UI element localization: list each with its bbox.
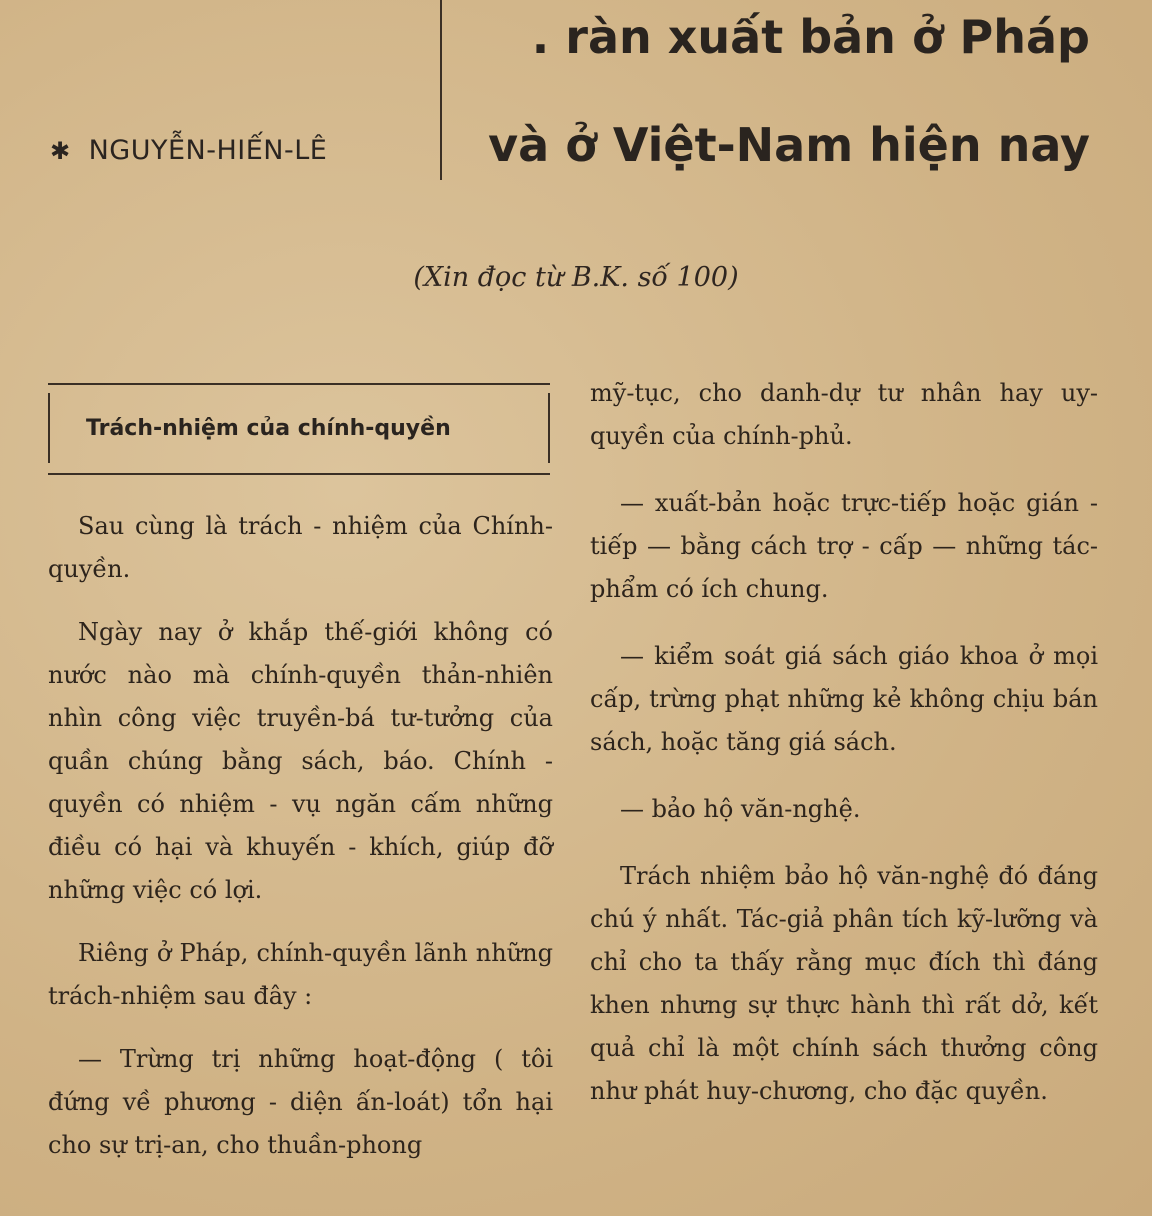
star-icon: ✱	[50, 137, 71, 165]
paragraph: — xuất-bản hoặc trực-tiếp hoặc gián - tiếp — bằng cách trợ - cấp — những tác-phẩm có ích chung.	[590, 489, 1098, 603]
paragraph: Trách nhiệm bảo hộ văn-nghệ đó đáng chú ý nhất. Tác-giả phân tích kỹ-lưỡng và chỉ cho ta thấy rằng mục đích thì đáng khen nhưng sự thực hành thì rất dở, kết quả chỉ là một chính sách thưởng công như phát huy-chương, cho đặc quyền.	[590, 862, 1098, 1105]
article-title-line-1: . ràn xuất bản ở Pháp	[531, 10, 1090, 64]
paragraph: Sau cùng là trách - nhiệm của Chính-quyền.	[48, 512, 553, 583]
author-name: NGUYỄN-HIẾN-LÊ	[88, 135, 328, 166]
section-rule-bottom	[48, 473, 550, 475]
header-divider	[440, 0, 442, 180]
left-column	[48, 505, 553, 1167]
paragraph: Riêng ở Pháp, chính-quyền lãnh những trách-nhiệm sau đây :	[48, 939, 553, 1010]
section-heading: Trách-nhiệm của chính-quyền	[48, 393, 550, 463]
paragraph: — bảo hộ văn-nghệ.	[620, 795, 861, 823]
right-column	[590, 372, 1098, 1113]
section-heading-box	[48, 383, 550, 475]
article-subtitle: (Xin đọc từ B.K. số 100)	[413, 262, 739, 293]
section-rule-top	[48, 383, 550, 385]
paragraph: Ngày nay ở khắp thế-giới không có nước nào mà chính-quyền thản-nhiên nhìn công việc truyền-bá tư-tưởng của quần chúng bằng sách, báo. Chính - quyền có nhiệm - vụ ngăn cấm những điều có hại và khuyến - khích, giúp đỡ những việc có lợi.	[48, 618, 553, 904]
paragraph: mỹ-tục, cho danh-dự tư nhân hay uy-quyền của chính-phủ.	[590, 379, 1098, 450]
author-byline	[50, 135, 327, 166]
paragraph: — Trừng trị những hoạt-động ( tôi đứng về phương - diện ấn-loát) tổn hại cho sự trị-an, cho thuần-phong	[48, 1045, 553, 1159]
paragraph: — kiểm soát giá sách giáo khoa ở mọi cấp, trừng phạt những kẻ không chịu bán sách, hoặc tăng giá sách.	[590, 642, 1098, 756]
article-title-line-2: và ở Việt-Nam hiện nay	[488, 118, 1090, 172]
